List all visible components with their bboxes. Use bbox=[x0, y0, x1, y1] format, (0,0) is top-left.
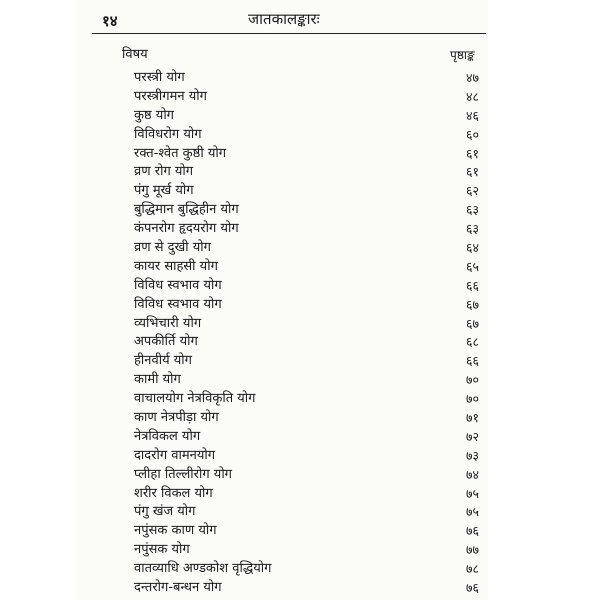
entry-page-number: ७१ bbox=[465, 410, 479, 426]
entry-page-number: ६६ bbox=[465, 277, 479, 293]
contents-entry bbox=[134, 428, 479, 447]
entry-title: पंगु खंज योग bbox=[134, 504, 196, 520]
entry-title: शरीर विकल योग bbox=[134, 485, 213, 501]
entry-page-number: ४८ bbox=[465, 88, 479, 104]
entry-title: कंपनरोग हृदयरोग योग bbox=[134, 221, 239, 237]
entry-page-number: ७० bbox=[465, 391, 479, 407]
entry-page-number: ६१ bbox=[465, 145, 479, 161]
header-rule bbox=[92, 33, 486, 34]
contents-entry bbox=[134, 390, 479, 409]
contents-entry bbox=[134, 107, 479, 126]
entry-title: विविधरोग योग bbox=[134, 126, 202, 142]
entry-title: वाचालयोग नेत्रविकृति योग bbox=[134, 391, 256, 407]
contents-entry bbox=[134, 239, 479, 258]
entry-title: अपकीर्ति योग bbox=[134, 334, 198, 350]
contents-entry bbox=[134, 503, 479, 522]
entry-title: विविध स्वभाव योग bbox=[134, 277, 222, 293]
entry-page-number: ७८ bbox=[465, 561, 479, 577]
entry-title: वातव्याधि अण्डकोश वृद्धियोग bbox=[134, 561, 272, 577]
entry-page-number: ७३ bbox=[465, 447, 479, 463]
entry-title: हीनवीर्य योग bbox=[134, 353, 192, 369]
subject-column-header: विषय bbox=[122, 47, 148, 62]
entry-page-number: ४७ bbox=[465, 70, 479, 85]
entry-title: दन्तरोग-बन्धन योग bbox=[134, 580, 222, 596]
entry-page-number: ६४ bbox=[465, 240, 479, 256]
contents-entry bbox=[134, 296, 479, 315]
entry-title: रक्त-श्वेत कुष्ठी योग bbox=[134, 145, 227, 161]
entry-title: दादरोग वामनयोग bbox=[134, 447, 216, 463]
entry-title: परस्त्रीगमन योग bbox=[134, 88, 207, 104]
contents-entry bbox=[134, 466, 479, 485]
entry-title: नपुंसक काण योग bbox=[134, 523, 217, 539]
contents-entry bbox=[134, 409, 479, 428]
contents-entry bbox=[134, 163, 479, 182]
entry-page-number: ६७ bbox=[465, 296, 479, 312]
contents-entry bbox=[134, 560, 479, 579]
contents-entry bbox=[134, 371, 479, 390]
entry-page-number: ६३ bbox=[465, 221, 479, 237]
contents-entry bbox=[134, 277, 479, 296]
contents-entry bbox=[134, 258, 479, 277]
entry-page-number: ७६ bbox=[465, 580, 479, 596]
contents-entry bbox=[134, 126, 479, 145]
entry-title: कामी योग bbox=[134, 372, 181, 388]
entry-page-number: ६८ bbox=[465, 334, 479, 350]
entry-page-number: ७२ bbox=[465, 428, 479, 444]
entry-title: बुद्धिमान बुद्धिहीन योग bbox=[134, 202, 239, 218]
entry-title: परस्त्री योग bbox=[134, 70, 185, 85]
entry-title: कायर साहसी योग bbox=[134, 258, 218, 274]
entry-page-number: ६० bbox=[465, 126, 479, 142]
entry-page-number: ६७ bbox=[465, 315, 479, 331]
entry-title: नेत्रविकल योग bbox=[134, 428, 201, 444]
entry-page-number: ७५ bbox=[465, 485, 479, 501]
contents-entry bbox=[134, 145, 479, 164]
entry-page-number: ४६ bbox=[465, 107, 479, 123]
contents-entry bbox=[134, 220, 479, 239]
contents-entry bbox=[134, 447, 479, 466]
contents-entry bbox=[134, 333, 479, 352]
entry-page-number: ७७ bbox=[465, 542, 479, 558]
entry-page-number: ७० bbox=[465, 372, 479, 388]
entry-page-number: ६५ bbox=[465, 258, 479, 274]
contents-entry bbox=[134, 315, 479, 334]
contents-entry bbox=[134, 522, 479, 541]
contents-entry bbox=[134, 541, 479, 560]
contents-entry bbox=[134, 201, 479, 220]
entry-title: विविध स्वभाव योग bbox=[134, 296, 222, 312]
entry-page-number: ६२ bbox=[465, 183, 479, 199]
entry-title: कुष्ठ योग bbox=[134, 107, 174, 123]
entry-page-number: ६३ bbox=[465, 202, 479, 218]
running-title: जातकालङ्कारः bbox=[248, 10, 320, 28]
contents-entry bbox=[134, 485, 479, 504]
entry-title: नपुंसक योग bbox=[134, 542, 190, 558]
contents-entry bbox=[134, 579, 479, 598]
contents-entry bbox=[134, 88, 479, 107]
entry-title: प्लीहा तिल्लीरोग योग bbox=[134, 466, 233, 482]
page-number: १४ bbox=[102, 12, 118, 30]
entry-title: व्रण से दुखी योग bbox=[134, 240, 211, 256]
contents-entry bbox=[134, 182, 479, 201]
entry-title: व्यभिचारी योग bbox=[134, 315, 202, 331]
entry-page-number: ७६ bbox=[465, 523, 479, 539]
entry-title: काण नेत्रपीड़ा योग bbox=[134, 410, 219, 426]
entry-page-number: ६१ bbox=[465, 164, 479, 180]
entry-title: व्रण रोग योग bbox=[134, 164, 194, 180]
entry-page-number: ७५ bbox=[465, 504, 479, 520]
entry-title: पंगु मूर्ख योग bbox=[134, 183, 194, 199]
contents-entry bbox=[134, 352, 479, 371]
entry-page-number: ६६ bbox=[465, 353, 479, 369]
page-column-header: पृष्ठाङ्क bbox=[450, 48, 475, 62]
entry-page-number: ७४ bbox=[465, 466, 479, 482]
contents-list bbox=[134, 69, 479, 598]
contents-entry bbox=[134, 69, 479, 88]
